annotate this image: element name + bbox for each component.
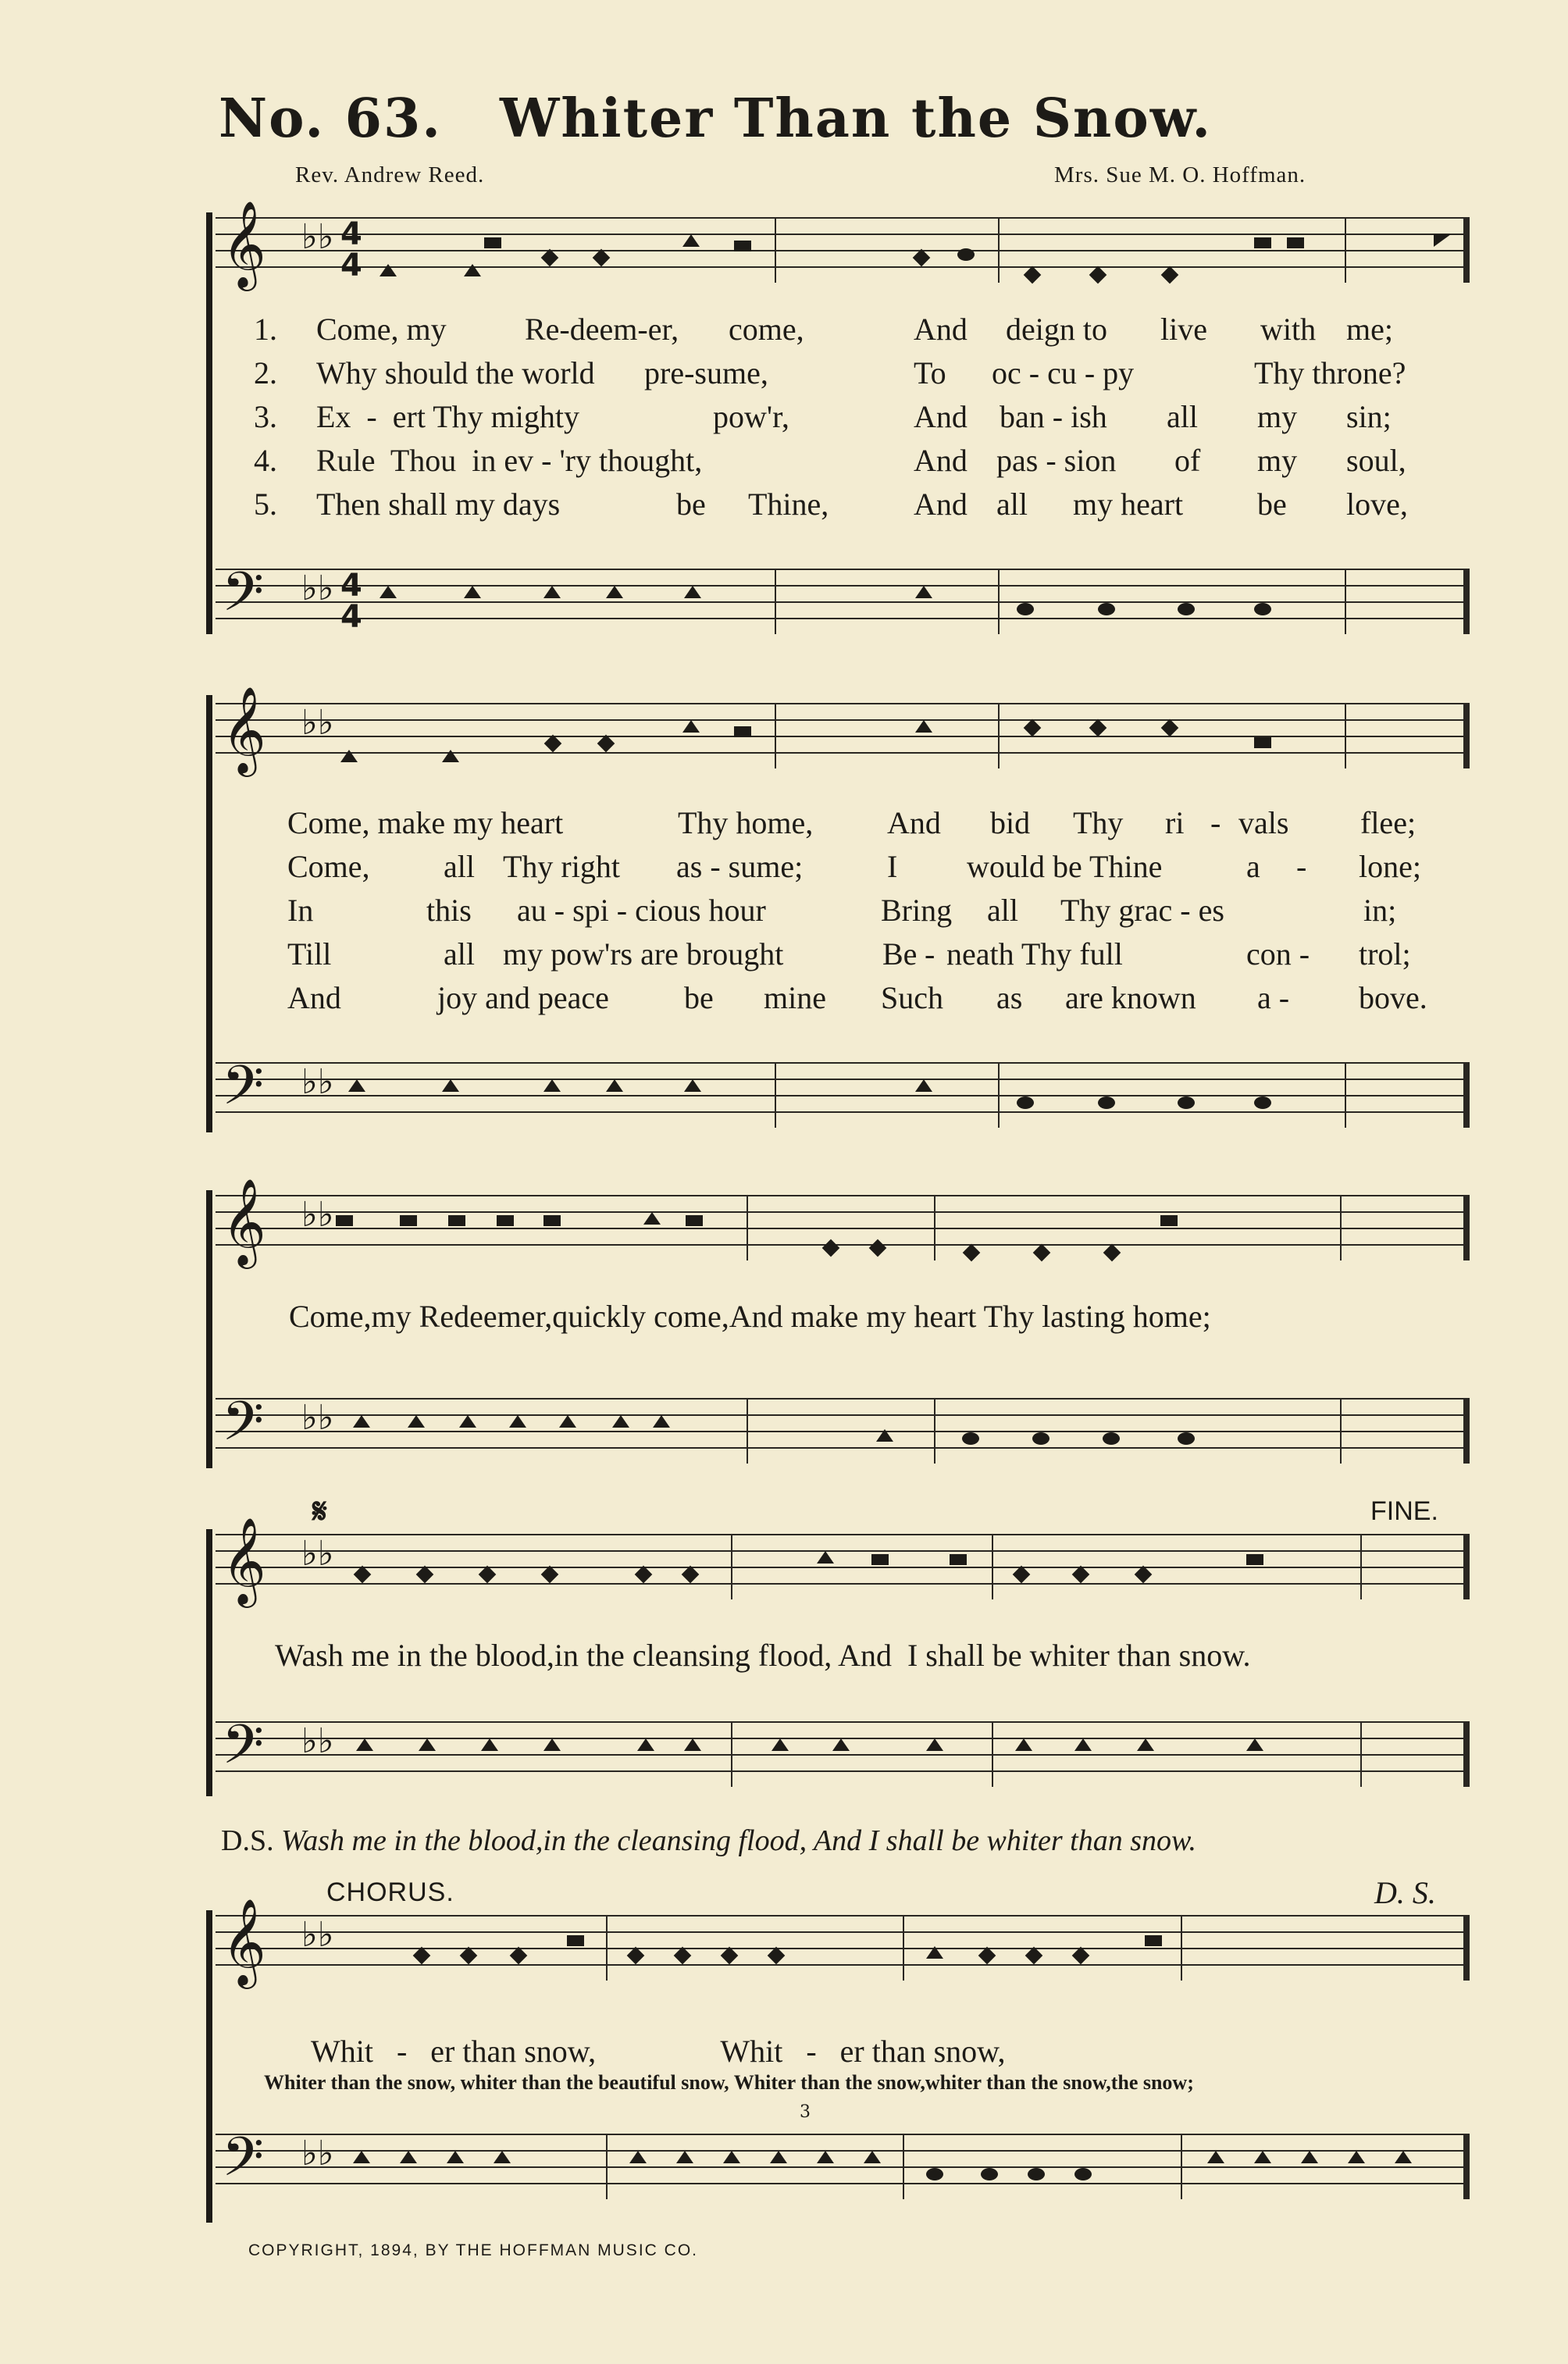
note-head bbox=[1161, 719, 1179, 737]
lyric-syllable: Bring bbox=[881, 893, 953, 928]
note-head bbox=[464, 586, 481, 598]
note-head bbox=[567, 1935, 584, 1946]
note-head bbox=[543, 1079, 561, 1092]
note-head bbox=[442, 750, 459, 762]
lyric-syllable: lone; bbox=[1359, 849, 1421, 884]
note-head bbox=[1207, 1946, 1224, 1959]
note-head bbox=[1379, 1738, 1396, 1751]
lyric-syllable: vals bbox=[1238, 805, 1289, 840]
note-head bbox=[509, 1415, 526, 1428]
lyric-syllable: 5. bbox=[254, 487, 277, 522]
note-head bbox=[1089, 719, 1107, 737]
note-head bbox=[653, 1415, 670, 1428]
note-head bbox=[1089, 266, 1107, 284]
note-head bbox=[637, 1738, 654, 1751]
lyric-syllable: To bbox=[914, 355, 946, 390]
barline bbox=[1181, 1915, 1182, 1981]
lyric-syllable: And bbox=[914, 487, 968, 522]
barline bbox=[992, 1534, 993, 1599]
lyric-syllable: Thine, bbox=[748, 487, 829, 522]
note-head bbox=[684, 586, 701, 598]
note-head bbox=[1379, 1565, 1396, 1578]
lyric-syllable: soul, bbox=[1346, 443, 1406, 478]
bass-staff: 𝄢 ♭♭ 3 bbox=[216, 2134, 1470, 2199]
lyric-syllable: as bbox=[996, 980, 1023, 1015]
lyric-syllable: ban - ish bbox=[1000, 399, 1107, 434]
note-head bbox=[356, 1738, 373, 1751]
note-head bbox=[768, 1947, 786, 1965]
ds-mark: D. S. bbox=[1374, 1875, 1436, 1910]
note-head bbox=[981, 2168, 998, 2180]
bass-staff: 𝄢 ♭♭ bbox=[216, 1398, 1470, 1464]
note-head bbox=[682, 720, 700, 733]
note-head bbox=[817, 2151, 834, 2163]
lyric-syllable: my bbox=[1257, 443, 1298, 478]
lyric-syllable: - bbox=[1296, 849, 1307, 884]
note-head bbox=[643, 1212, 661, 1225]
lyric-syllable: my pow'rs are brought bbox=[503, 936, 784, 972]
ds-text: Wash me in the blood,in the cleansing flood, And I shall be whiter than snow. bbox=[281, 1824, 1197, 1857]
lyric-syllable: in; bbox=[1363, 893, 1397, 928]
lyric-syllable: with bbox=[1260, 312, 1317, 347]
note-head bbox=[442, 1079, 459, 1092]
lyric-syllable: pow'r, bbox=[713, 399, 789, 434]
note-head bbox=[348, 1079, 365, 1092]
barline bbox=[1345, 1062, 1346, 1128]
note-head bbox=[772, 1738, 789, 1751]
lyric-syllable: Be bbox=[882, 936, 918, 972]
note-head bbox=[1015, 1738, 1032, 1751]
note-head bbox=[1025, 1947, 1043, 1965]
note-head bbox=[635, 1566, 653, 1584]
note-head bbox=[832, 1738, 850, 1751]
note-head bbox=[1072, 1947, 1090, 1965]
lyric-syllable: love, bbox=[1346, 487, 1408, 522]
note-head bbox=[1287, 237, 1304, 248]
note-head bbox=[336, 1215, 353, 1226]
note-head bbox=[413, 1947, 431, 1965]
note-head bbox=[926, 1946, 943, 1959]
barline bbox=[775, 703, 776, 768]
fine-mark: FINE. bbox=[1370, 1496, 1438, 1526]
lyric-syllable: be bbox=[684, 980, 714, 1015]
barline bbox=[1345, 217, 1346, 283]
lyric-syllable: all bbox=[987, 893, 1018, 928]
chorus-alto-lyric: Whiter than the snow, whiter than the beautiful snow, Whiter than the snow,whiter than the snow,the snow; bbox=[264, 2071, 1194, 2094]
lyric-syllable: And bbox=[914, 399, 968, 434]
lyric-syllable: be bbox=[676, 487, 706, 522]
note-head bbox=[676, 2151, 693, 2163]
note-head bbox=[484, 237, 501, 248]
note-head bbox=[606, 1079, 623, 1092]
note-head bbox=[408, 1415, 425, 1428]
treble-staff: 𝄞 ♭♭ bbox=[216, 1534, 1470, 1599]
note-head bbox=[1363, 1226, 1381, 1239]
lyric-syllable: And bbox=[914, 443, 968, 478]
note-head bbox=[793, 734, 811, 747]
lyric-syllable: a - bbox=[1257, 980, 1298, 1015]
lyric-syllable: neath Thy full bbox=[946, 936, 1123, 972]
note-head bbox=[340, 750, 358, 762]
words-credit: Rev. Andrew Reed. bbox=[295, 162, 485, 187]
barline bbox=[1345, 703, 1346, 768]
note-head bbox=[447, 2151, 464, 2163]
lyric-syllable: 2. bbox=[254, 355, 277, 390]
note-head bbox=[915, 720, 932, 733]
bass-clef: 𝄢 bbox=[222, 560, 265, 636]
note-head bbox=[629, 2151, 647, 2163]
note-head bbox=[915, 1079, 932, 1092]
note-head bbox=[869, 1239, 887, 1257]
note-head bbox=[686, 1215, 703, 1226]
note-head bbox=[1074, 1738, 1092, 1751]
ds-instruction bbox=[221, 1824, 1196, 1858]
lyric-syllable: 3. bbox=[254, 399, 277, 434]
barline bbox=[1345, 569, 1346, 634]
barline bbox=[1360, 1534, 1362, 1599]
lyric-syllable: all bbox=[444, 849, 475, 884]
note-head bbox=[1348, 2151, 1365, 2163]
lyric-syllable: live bbox=[1160, 312, 1207, 347]
note-head bbox=[380, 264, 397, 276]
note-head bbox=[793, 1079, 811, 1092]
lyric-syllable: Why should the world bbox=[316, 355, 595, 390]
note-head bbox=[1032, 1432, 1049, 1445]
note-head bbox=[1246, 1554, 1263, 1565]
barline bbox=[731, 1534, 732, 1599]
note-head bbox=[593, 249, 611, 267]
treble-staff: 𝄞 ♭♭ bbox=[216, 1195, 1470, 1260]
note-head bbox=[962, 1432, 979, 1445]
note-head bbox=[544, 735, 562, 753]
note-head bbox=[460, 1947, 478, 1965]
lyric-syllable: And bbox=[887, 805, 941, 840]
lyric-syllable: my bbox=[1257, 399, 1298, 434]
note-head bbox=[926, 2168, 943, 2180]
note-head bbox=[1017, 1096, 1034, 1109]
barline bbox=[934, 1398, 935, 1464]
barline bbox=[775, 1062, 776, 1128]
note-head bbox=[627, 1947, 645, 1965]
lyric-syllable: pre-sume, bbox=[644, 355, 768, 390]
note-head bbox=[1017, 603, 1034, 615]
note-head bbox=[1434, 234, 1451, 247]
lyric-syllable: Rule Thou in ev - 'ry thought, bbox=[316, 443, 703, 478]
note-head bbox=[481, 1738, 498, 1751]
note-head bbox=[497, 1215, 514, 1226]
lyric-syllable: Then shall my days bbox=[316, 487, 561, 522]
lyric-syllable: a bbox=[1246, 849, 1260, 884]
note-head bbox=[559, 1415, 576, 1428]
treble-staff bbox=[216, 200, 1470, 287]
barline bbox=[934, 1195, 935, 1260]
treble-staff: 𝄞 ♭♭ bbox=[216, 1915, 1470, 1981]
note-head bbox=[597, 735, 615, 753]
note-head bbox=[723, 2151, 740, 2163]
lyric-syllable: me; bbox=[1346, 312, 1393, 347]
lyric-syllable: Thy home, bbox=[678, 805, 814, 840]
lyric-syllable: - bbox=[925, 936, 935, 972]
hymn-title-block bbox=[219, 87, 1468, 158]
lyric-syllable: trol; bbox=[1359, 936, 1411, 972]
barline bbox=[998, 569, 1000, 634]
note-head bbox=[915, 586, 932, 598]
lyric-syllable: all bbox=[444, 936, 475, 972]
note-head bbox=[541, 249, 559, 267]
note-head bbox=[606, 586, 623, 598]
lyric-syllable: And bbox=[287, 980, 341, 1015]
note-head bbox=[1024, 266, 1042, 284]
note-head bbox=[1160, 1215, 1178, 1226]
lyric-syllable: joy and peace bbox=[437, 980, 609, 1015]
note-head bbox=[479, 1566, 497, 1584]
lyric-syllable: And bbox=[914, 312, 968, 347]
note-head bbox=[1028, 2168, 1045, 2180]
note-head bbox=[926, 1738, 943, 1751]
barline bbox=[998, 703, 1000, 768]
note-head bbox=[1098, 603, 1115, 615]
note-head bbox=[353, 1415, 370, 1428]
note-head bbox=[1072, 1566, 1090, 1584]
note-head bbox=[1103, 1244, 1121, 1262]
lyric-syllable: Thy throne? bbox=[1254, 355, 1406, 390]
segno-sign: 𝄋 bbox=[312, 1492, 327, 1531]
lyric-syllable: pas - sion bbox=[996, 443, 1117, 478]
note-head bbox=[1254, 737, 1271, 748]
lyric-syllable: would be Thine bbox=[967, 849, 1163, 884]
note-head bbox=[1395, 2151, 1412, 2163]
note-head bbox=[448, 1215, 465, 1226]
note-head bbox=[612, 1415, 629, 1428]
note-head bbox=[817, 1551, 834, 1564]
note-head bbox=[1024, 719, 1042, 737]
barline-end bbox=[1463, 217, 1470, 283]
note-head bbox=[876, 1429, 893, 1442]
note-head bbox=[684, 1738, 701, 1751]
note-head bbox=[1370, 734, 1387, 747]
note-head bbox=[1033, 1244, 1051, 1262]
lyric-syllable: be bbox=[1257, 487, 1287, 522]
note-head bbox=[1178, 603, 1195, 615]
note-head bbox=[871, 1554, 889, 1565]
note-head bbox=[353, 2151, 370, 2163]
barline bbox=[606, 1915, 608, 1981]
barline bbox=[903, 1915, 904, 1981]
note-head bbox=[494, 2151, 511, 2163]
note-head bbox=[1370, 264, 1387, 276]
note-head bbox=[353, 1946, 370, 1959]
note-head bbox=[1254, 1096, 1271, 1109]
bass-staff: 𝄢 ♭♭ bbox=[216, 1062, 1470, 1128]
chorus-label: CHORUS. bbox=[326, 1877, 454, 1907]
note-head bbox=[1013, 1566, 1031, 1584]
note-head bbox=[768, 1226, 786, 1239]
note-head bbox=[400, 2151, 417, 2163]
lyric-syllable: flee; bbox=[1360, 805, 1417, 840]
bass-staff: 𝄢 ♭♭ bbox=[216, 1721, 1470, 1787]
note-head bbox=[768, 1429, 786, 1442]
note-head bbox=[1370, 1079, 1387, 1092]
lyric-syllable: Come, make my heart bbox=[287, 805, 564, 840]
lyric-syllable: all bbox=[1167, 399, 1198, 434]
barline bbox=[775, 569, 776, 634]
lyric-syllable: Come,my Redeemer,quickly come,And make my heart Thy lasting home; bbox=[289, 1299, 1211, 1334]
lyric-syllable: Wash me in the blood,in the cleansing flood, And I shall be whiter than snow. bbox=[275, 1638, 1251, 1673]
note-head bbox=[1103, 1432, 1120, 1445]
time-signature: 4 4 bbox=[340, 216, 362, 283]
lyric-syllable: Such bbox=[881, 980, 943, 1015]
note-head bbox=[1254, 2151, 1271, 2163]
lyric-syllable: deign to bbox=[1006, 312, 1107, 347]
note-head bbox=[682, 234, 700, 247]
barline bbox=[747, 1398, 748, 1464]
note-head bbox=[1301, 2151, 1318, 2163]
note-head bbox=[1145, 1935, 1162, 1946]
bass-staff: 𝄢 ♭♭ 4 4 bbox=[216, 569, 1470, 634]
note-head bbox=[1254, 237, 1271, 248]
note-head bbox=[1135, 1566, 1153, 1584]
note-head bbox=[1137, 1738, 1154, 1751]
lyric-syllable: au - spi - cious hour bbox=[517, 893, 766, 928]
lyric-syllable: mine bbox=[764, 980, 826, 1015]
barline bbox=[1340, 1398, 1342, 1464]
note-head bbox=[684, 1079, 701, 1092]
note-head bbox=[864, 2151, 881, 2163]
chorus-lyric: Whit - er than snow, Whit - er than snow, bbox=[311, 2034, 1006, 2069]
lyric-syllable: bove. bbox=[1359, 980, 1427, 1015]
barline bbox=[747, 1195, 748, 1260]
lyric-syllable: - bbox=[1210, 805, 1221, 840]
note-head bbox=[721, 1947, 739, 1965]
lyric-syllable: Ex - ert Thy mighty bbox=[316, 399, 579, 434]
note-head bbox=[380, 586, 397, 598]
note-head bbox=[543, 586, 561, 598]
barline bbox=[775, 217, 776, 283]
lyric-syllable: 4. bbox=[254, 443, 277, 478]
lyric-syllable: all bbox=[996, 487, 1028, 522]
note-head bbox=[963, 1244, 981, 1262]
lyric-syllable: I bbox=[887, 849, 898, 884]
key-signature: ♭♭ bbox=[301, 217, 334, 257]
barline bbox=[606, 2134, 608, 2199]
note-head bbox=[1178, 1432, 1195, 1445]
note-head bbox=[674, 1947, 692, 1965]
lyric-syllable: oc - cu - py bbox=[992, 355, 1135, 390]
hymn-title: Whiter Than the Snow. bbox=[500, 87, 1213, 150]
lyric-syllable: Come, my bbox=[316, 312, 447, 347]
lyric-syllable: as - sume; bbox=[676, 849, 804, 884]
hymn-number: No. 63. bbox=[219, 87, 442, 150]
note-head bbox=[1254, 603, 1271, 615]
copyright-notice: COPYRIGHT, 1894, BY THE HOFFMAN MUSIC CO. bbox=[248, 2241, 698, 2259]
note-head bbox=[354, 1566, 372, 1584]
note-head bbox=[793, 586, 811, 598]
barline bbox=[1340, 1195, 1342, 1260]
note-head bbox=[543, 1738, 561, 1751]
lyric-syllable: sin; bbox=[1346, 399, 1392, 434]
music-credit: Mrs. Sue M. O. Hoffman. bbox=[1054, 162, 1306, 187]
lyric-syllable: Re-deem-er, bbox=[525, 312, 679, 347]
note-head bbox=[822, 1239, 840, 1257]
treble-clef: 𝄞 bbox=[222, 200, 266, 287]
note-head bbox=[734, 726, 751, 737]
note-head bbox=[913, 249, 931, 267]
note-head bbox=[1370, 586, 1387, 598]
note-head bbox=[416, 1566, 434, 1584]
note-head bbox=[793, 248, 811, 261]
barline bbox=[998, 1062, 1000, 1128]
lyric-syllable: Thy right bbox=[503, 849, 620, 884]
note-head bbox=[978, 1947, 996, 1965]
note-head bbox=[419, 1738, 436, 1751]
note-head bbox=[950, 1554, 967, 1565]
lyric-syllable: of bbox=[1174, 443, 1201, 478]
note-head bbox=[400, 1215, 417, 1226]
barline bbox=[1360, 1721, 1362, 1787]
lyric-syllable: this bbox=[426, 893, 472, 928]
barline bbox=[992, 1721, 993, 1787]
treble-staff: 𝄞 ♭♭ bbox=[216, 703, 1470, 768]
barline bbox=[731, 1721, 732, 1787]
lyric-syllable: Thy bbox=[1073, 805, 1124, 840]
barline bbox=[1181, 2134, 1182, 2199]
system-brace bbox=[206, 1910, 212, 2223]
note-head bbox=[510, 1947, 528, 1965]
note-head bbox=[734, 241, 751, 251]
triplet-mark: 3 bbox=[800, 2102, 811, 2122]
ds-prefix: D.S. bbox=[221, 1824, 274, 1857]
note-head bbox=[541, 1566, 559, 1584]
lyric-syllable: 1. bbox=[254, 312, 277, 347]
note-head bbox=[1246, 1738, 1263, 1751]
lyric-syllable: Till bbox=[287, 936, 332, 972]
lyric-syllable: In bbox=[287, 893, 314, 928]
note-head bbox=[682, 1566, 700, 1584]
lyric-syllable: bid bbox=[990, 805, 1031, 840]
note-head bbox=[464, 264, 481, 276]
lyric-syllable: are known bbox=[1065, 980, 1196, 1015]
note-head bbox=[1178, 1096, 1195, 1109]
note-head bbox=[543, 1215, 561, 1226]
lyric-syllable: Thy grac - es bbox=[1060, 893, 1224, 928]
note-head bbox=[1161, 266, 1179, 284]
lyric-syllable: ri bbox=[1165, 805, 1185, 840]
note-head bbox=[770, 2151, 787, 2163]
note-head bbox=[1074, 2168, 1092, 2180]
lyric-syllable: con - bbox=[1246, 936, 1318, 972]
note-head bbox=[1363, 1415, 1381, 1428]
barline bbox=[998, 217, 1000, 283]
note-head bbox=[957, 248, 975, 261]
lyric-syllable: come, bbox=[729, 312, 804, 347]
barline bbox=[903, 2134, 904, 2199]
lyric-syllable: my heart bbox=[1073, 487, 1184, 522]
note-head bbox=[459, 1415, 476, 1428]
lyric-syllable: Come, bbox=[287, 849, 370, 884]
note-head bbox=[1207, 2151, 1224, 2163]
note-head bbox=[1098, 1096, 1115, 1109]
